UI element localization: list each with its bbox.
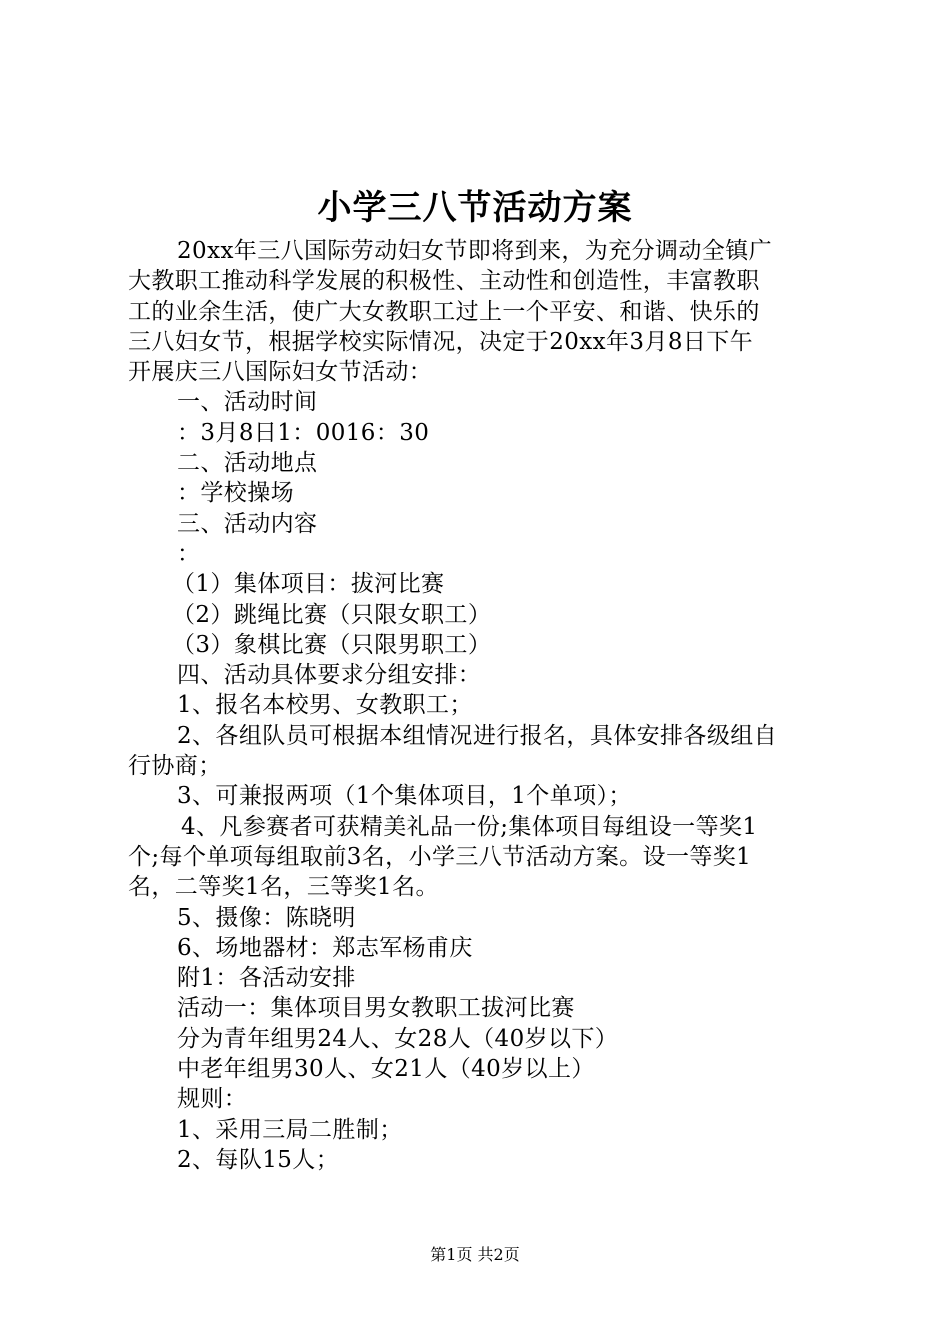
requirement-2-line-2: 行协商；: [128, 753, 222, 780]
section-3-colon: ：: [177, 540, 201, 567]
group-senior: 中老年组男30人、女21人（40岁以上）: [177, 1056, 595, 1083]
rule-1: 1、采用三局二胜制；: [177, 1116, 403, 1143]
intro-line-5: 开展庆三八国际妇女节活动：: [128, 359, 433, 386]
section-4-heading: 四、活动具体要求分组安排：: [177, 662, 482, 689]
section-2-value: ：学校操场: [177, 480, 294, 507]
requirement-3: 3、可兼报两项（1个集体项目，1个单项）；: [177, 783, 632, 810]
page-title: 小学三八节活动方案: [317, 188, 633, 228]
section-3-heading: 三、活动内容: [177, 510, 318, 537]
intro-line-4: 三八妇女节，根据学校实际情况，决定于20xx年3月8日下午: [128, 328, 754, 355]
rule-2: 2、每队15人；: [177, 1146, 340, 1173]
requirement-4-line-2: 个;每个单项每组取前3名，小学三八节活动方案。设一等奖1: [128, 843, 752, 870]
content-item-3: （3）象棋比赛（只限男职工）: [172, 631, 492, 658]
page-footer: 第1页 共2页: [430, 1245, 520, 1264]
content-item-2: （2）跳绳比赛（只限女职工）: [172, 601, 492, 628]
section-2-heading: 二、活动地点: [177, 450, 318, 477]
requirement-1: 1、报名本校男、女教职工；: [177, 692, 473, 719]
intro-line-3: 工的业余生活，使广大女教职工过上一个平安、和谐、快乐的: [128, 298, 760, 325]
requirement-2-line-1: 2、各组队员可根据本组情况进行报名，具体安排各级组自: [177, 722, 778, 749]
content-item-1: （1）集体项目：拔河比赛: [172, 571, 445, 598]
section-1-heading: 一、活动时间: [177, 389, 318, 416]
group-youth: 分为青年组男24人、女28人（40岁以下）: [177, 1025, 619, 1052]
intro-line-1: 20xx年三八国际劳动妇女节即将到来，为充分调动全镇广: [177, 238, 773, 264]
section-1-value: ：3月8日1：0016：30: [177, 419, 430, 446]
requirement-4-line-3: 名，二等奖1名，三等奖1名。: [128, 874, 439, 901]
rules-heading: 规则：: [177, 1086, 248, 1113]
intro-line-2: 大教职工推动科学发展的积极性、主动性和创造性，丰富教职: [128, 268, 760, 295]
requirement-5: 5、摄像：陈晓明: [177, 904, 356, 931]
requirement-6: 6、场地器材：郑志军杨甫庆: [177, 934, 473, 961]
appendix-heading: 附1：各活动安排: [177, 965, 356, 992]
requirement-4-line-1: 4、凡参赛者可获精美礼品一份;集体项目每组设一等奖1: [181, 813, 758, 840]
document-body: [128, 236, 828, 1175]
activity-1: 活动一：集体项目男女教职工拔河比赛: [177, 995, 575, 1022]
